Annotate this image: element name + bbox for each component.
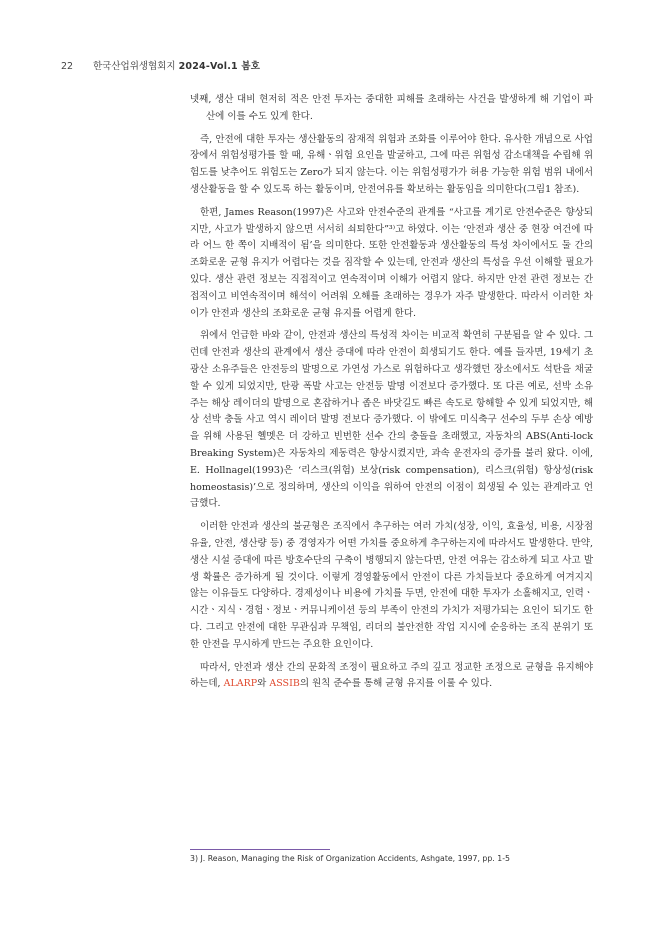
running-header — [61, 58, 621, 72]
assib-term: ASSIB — [269, 678, 300, 690]
paragraph-3: 위에서 언급한 바와 같이, 안전과 생산의 특성적 차이는 비교적 확연히 구분됨을 알 수 있다. 그런데 안전과 생산의 관계에서 생산 증대에 따라 안전이 희생되기도 한다. 예를 들자면, 19세기 초 광산 소유주들은 안전등의 발명으로 가연성 가스로 위험하다고 생각했던 장소에서도 석탄을 채굴할 수 있게 되었지만, 탄광 폭발 사고는 안전등 발명 이전보다 증가했다. 또 다른 예로, 선박 소유주는 해상 레이더의 발명으로 혼잡하거나 좁은 바닷길도 빠른 속도로 항해할 수 있게 되었지만, 해상 선박 충돌 사고 역시 레이더 발명 전보다 증가했다. 이 밖에도 미식축구 선수의 두부 손상 예방을 위해 사용된 헬멧은 더 강하고 빈번한 선수 간의 충돌을 초래했고, 자동차의 ABS(Anti-lock Breaking System)은 자동차의 제동력은 향상시켰지만, 과속 운전자의 증가를 불러 왔다. 이에, E. Hollnagel(1993)은 ‘리스크(위험) 보상(risk compensation), 리스크(위험) 항상성(risk homeostasis)’으로 정의하며, 생산의 이익을 위하여 안전의 이점이 희생될 수 있는 관계라고 언급했다. — [190, 330, 593, 510]
paragraph-5-text-start: 따라서, 안전과 생산 간의 문화적 조정이 필요하고 주의 깊고 정교한 조정으로 균형을 유지해야 하는데, — [190, 661, 593, 690]
journal-volume: 2024-Vol.1 봄호 — [178, 61, 261, 72]
paragraph-5-text-mid: 와 — [257, 678, 270, 690]
paragraph-4: 이러한 안전과 생산의 불균형은 조직에서 추구하는 여러 가치(성장, 이익, 효율성, 비용, 시장점유율, 안전, 생산량 등) 중 경영자가 어떤 가치를 중요하게 추구하는지에 따라서도 발생한다. 만약, 생산 시설 증대에 따른 방호수단의 구축이 병행되지 않는다면, 안전 여유는 감소하게 되고 사고 발생 확률은 증가하게 될 것이다. 이렇게 경영활동에서 안전이 다른 가치들보다 중요하게 여겨지지 않는 이유들도 다양하다. 경제성이나 비용에 가치를 두면, 안전에 대한 투자가 소홀해지고, 인력ㆍ시간ㆍ지식ㆍ경험ㆍ정보ㆍ커뮤니케이션 등의 부족이 안전의 가치가 저평가되는 요인이 되기도 한다. 그리고 안전에 대한 무관심과 무책임, 리더의 불안전한 작업 지시에 순응하는 조직 분위기 또한 안전을 무시하게 만드는 주요한 요인이다. — [190, 521, 593, 650]
journal-title: 한국산업위생협회지 — [93, 61, 176, 72]
footnote: 3) J. Reason, Managing the Risk of Organization Accidents, Ashgate, 1997, pp. 1-5 — [190, 854, 511, 863]
alarp-term: ALARP — [223, 678, 258, 690]
footnote-divider — [190, 849, 330, 850]
paragraph-1: 즉, 안전에 대한 투자는 생산활동의 잠재적 위험과 조화를 이루어야 한다. 유사한 개념으로 사업장에서 위험성평가를 할 때, 유해ㆍ위험 요인을 발굴하고, 그에 따른 위험성 감소대책을 수립해 위험도를 낮추어도 위험도는 Zero가 되지 않는다. 이는 위험성평가가 허용 가능한 위험 범위 내에서 생산활동을 할 수 있도록 하는 활동이며, 안전여유를 확보하는 활동임을 의미한다(그림1 참조). — [190, 133, 593, 195]
article-body — [190, 92, 593, 699]
paragraph-2: 한편, James Reason(1997)은 사고와 안전수준의 관계를 “사고를 계기로 안전수준은 향상되지만, 사고가 발생하지 않으면 서서히 쇠퇴한다”³⁾고 하였다. 이는 ‘안전과 생산 중 현장 여건에 따라 어느 한 쪽이 지배적이 됨’을 의미한다. 또한 안전활동과 생산활동의 특성 차이에서도 둘 간의 조화로운 균형 유지가 어렵다는 것을 짐작할 수 있는데, 안전과 생산의 특성을 우선 이해할 필요가 있다. 생산 관련 정보는 직접적이고 연속적이며 이해가 어렵지 않다. 하지만 안전 관련 정보는 간접적이고 비연속적이며 해석이 어려워 오해를 초래하는 경우가 자주 발생한다. 따라서 이러한 차이가 안전과 생산의 조화로운 균형 유지를 어렵게 한다. — [190, 206, 593, 319]
paragraph-5-text-end: 의 원칙 준수를 통해 균형 유지를 이룰 수 있다. — [299, 678, 493, 690]
page-number: 22 — [61, 61, 74, 72]
bullet-paragraph: 넷째, 생산 대비 현저히 적은 안전 투자는 중대한 피해를 초래하는 사건을 발생하게 해 기업이 파산에 이를 수도 있게 한다. — [190, 94, 593, 122]
paragraph-5 — [190, 660, 593, 694]
